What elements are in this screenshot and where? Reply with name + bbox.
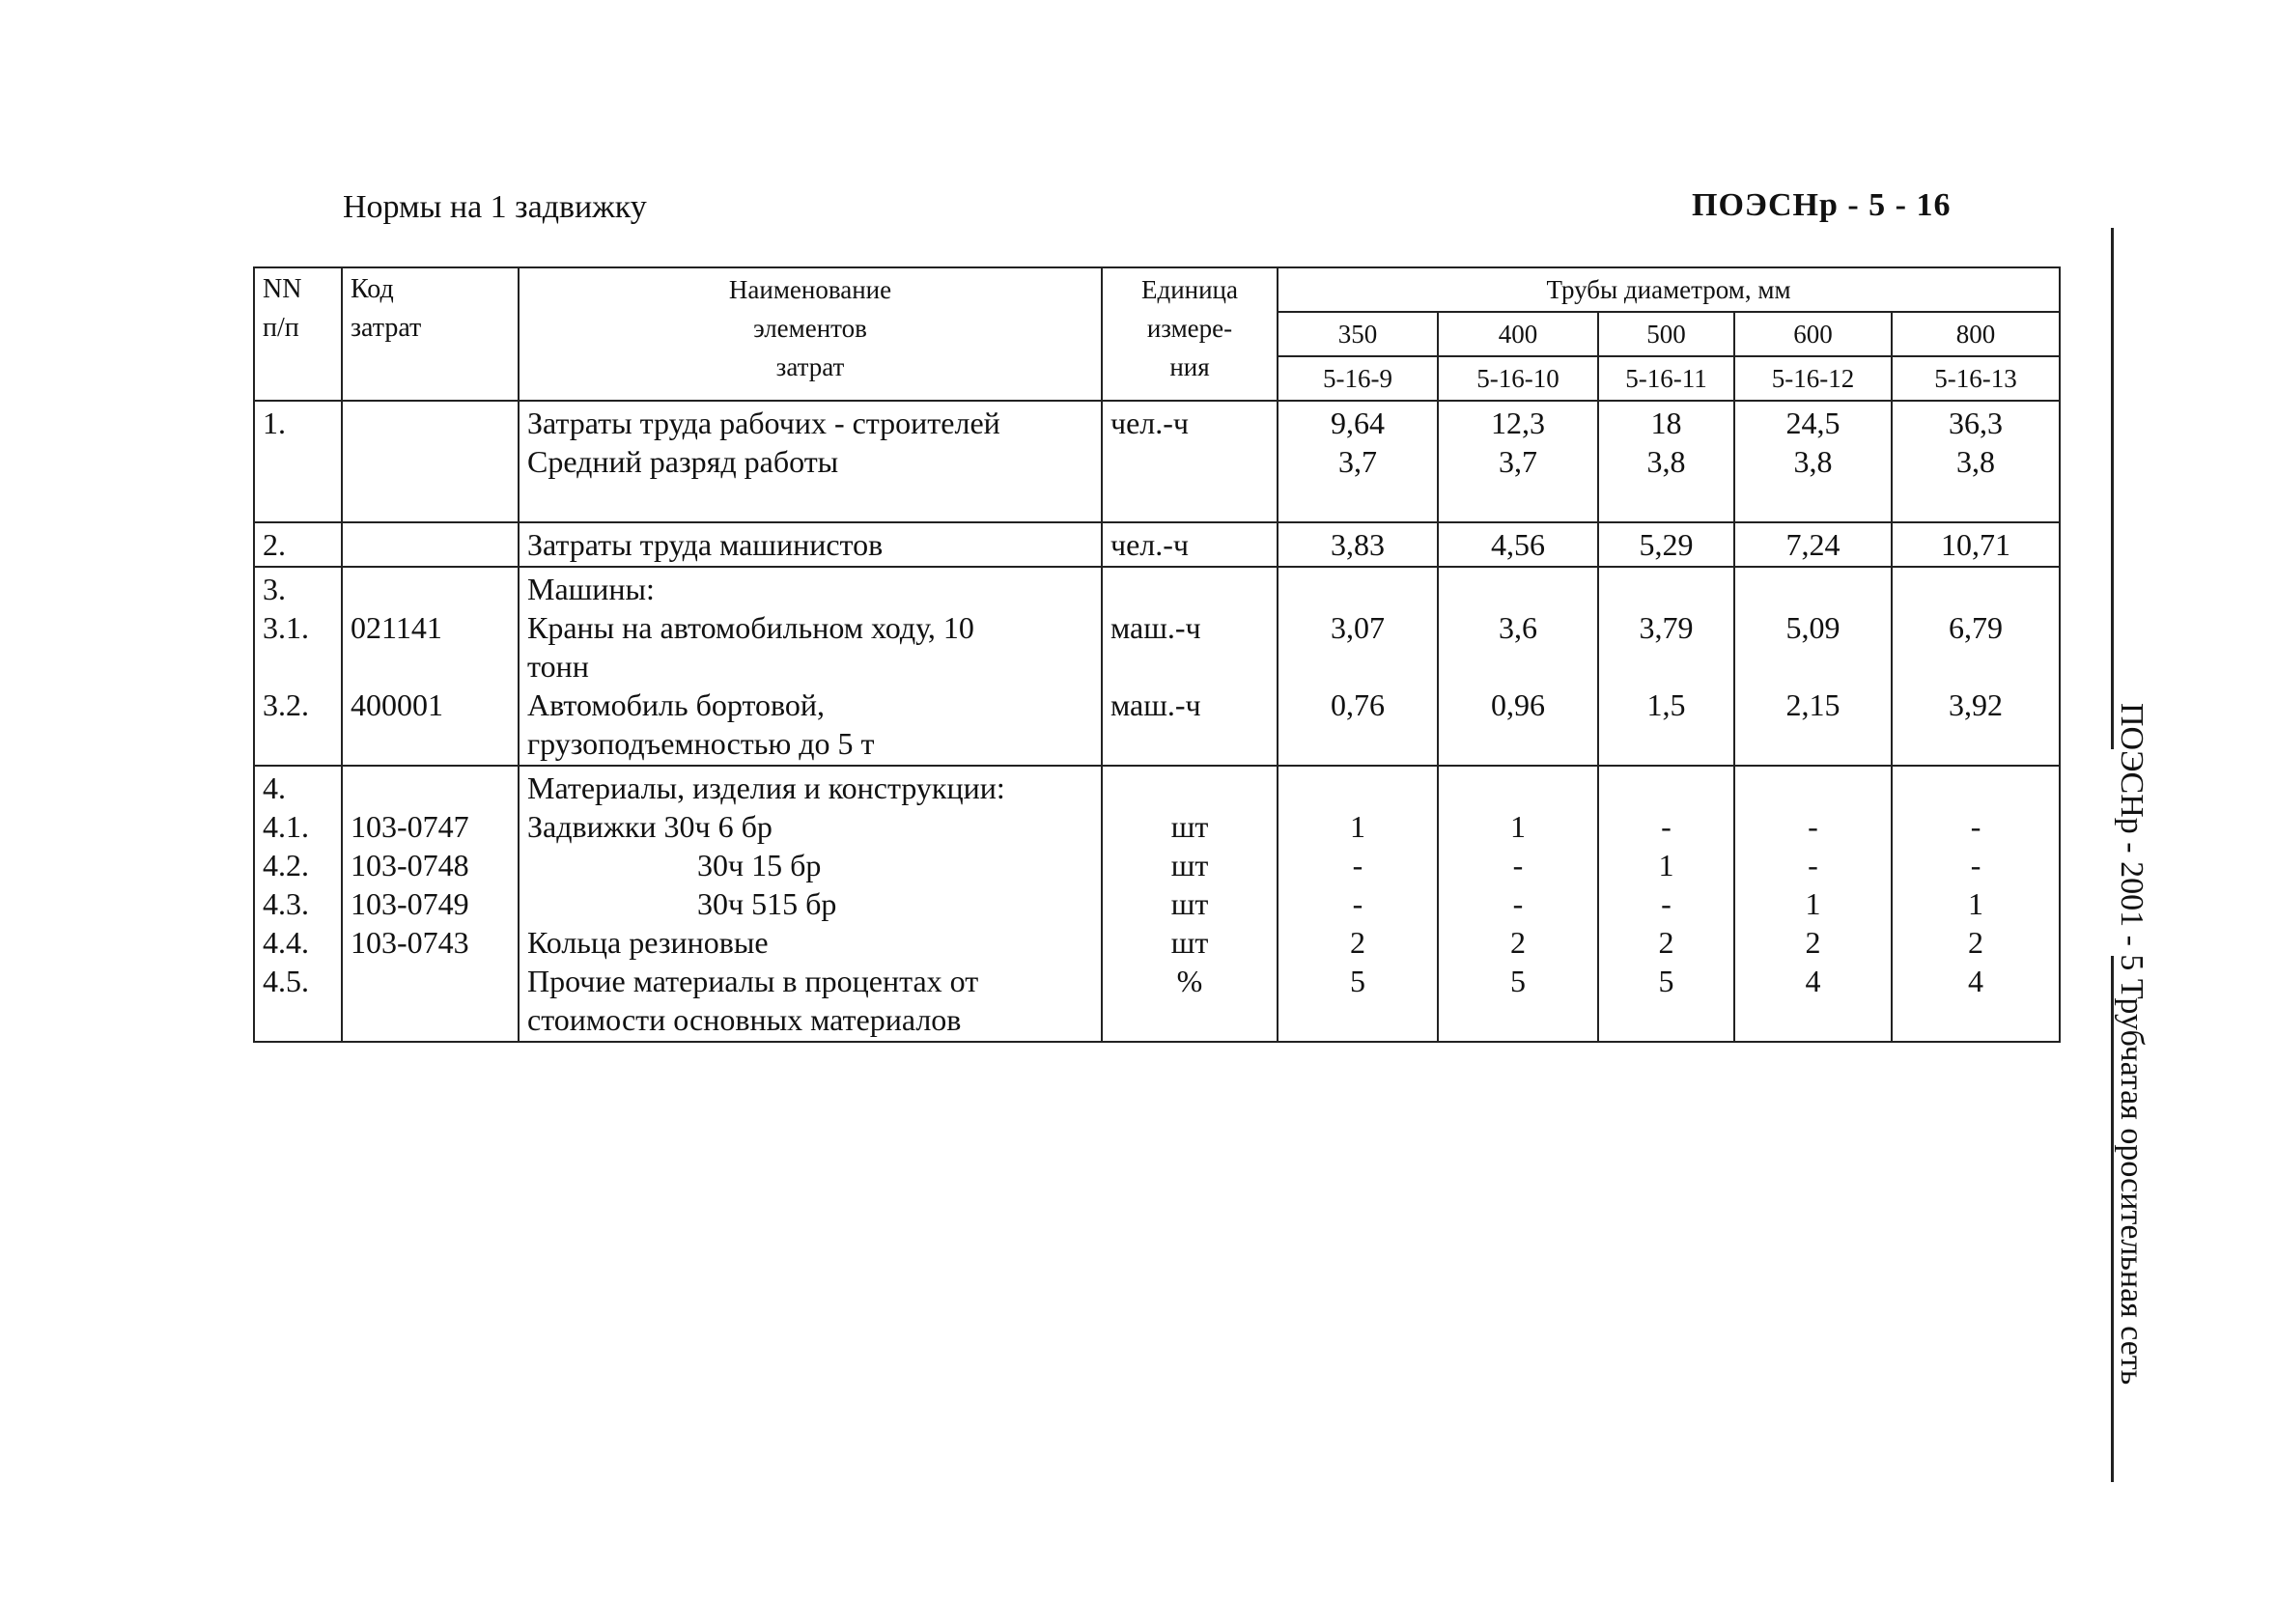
row-value: 3,07 0,76 — [1278, 567, 1438, 766]
row-name: Затраты труда машинистов — [519, 522, 1102, 567]
row-value: - 1 - 2 5 — [1598, 766, 1734, 1042]
row-name: Материалы, изделия и конструкции: Задвижки 30ч 6 бр 30ч 15 бр 30ч 515 бр Кольца резиновые Прочие материалы в процентах от стоимости основных материалов — [519, 766, 1102, 1042]
side-running-title: ПОЭСНр - 2001 - 5 Трубчатая оросительная сеть — [2114, 703, 2150, 1386]
row-value: - - 1 2 4 — [1892, 766, 2060, 1042]
row-name: Затраты труда рабочих - строителей Средний разряд работы — [519, 401, 1102, 522]
header-kod: Код затрат — [342, 267, 519, 401]
row-value: 36,3 3,8 — [1892, 401, 2060, 522]
row-value: 4,56 — [1438, 522, 1598, 567]
row-value: 3,79 1,5 — [1598, 567, 1734, 766]
row-value: 5,29 — [1598, 522, 1734, 567]
diameter-600: 600 — [1734, 312, 1892, 356]
row-number: 4. 4.1. 4.2. 4.3. 4.4. 4.5. — [254, 766, 342, 1042]
document-code: ПОЭСНр - 5 - 16 — [1692, 187, 1952, 223]
row-value: 6,79 3,92 — [1892, 567, 2060, 766]
row-value: 1 - - 2 5 — [1278, 766, 1438, 1042]
row-unit: шт шт шт шт % — [1102, 766, 1278, 1042]
row-number: 3. 3.1. 3.2. — [254, 567, 342, 766]
table-row — [254, 766, 2060, 1042]
page-title: Нормы на 1 задвижку — [343, 189, 647, 225]
norm-code-5-16-13: 5-16-13 — [1892, 356, 2060, 401]
row-code — [342, 401, 519, 522]
header-unit: Единица измере- ния — [1102, 267, 1278, 401]
row-unit: чел.-ч — [1102, 522, 1278, 567]
norm-code-5-16-10: 5-16-10 — [1438, 356, 1598, 401]
row-name: Машины: Краны на автомобильном ходу, 10 тонн Автомобиль бортовой, грузоподъемностью до 5 т — [519, 567, 1102, 766]
header-pipes: Трубы диаметром, мм — [1278, 267, 2060, 312]
row-value: 18 3,8 — [1598, 401, 1734, 522]
diameter-400: 400 — [1438, 312, 1598, 356]
norm-code-5-16-9: 5-16-9 — [1278, 356, 1438, 401]
row-code: 021141 400001 — [342, 567, 519, 766]
header-name: Наименование элементов затрат — [519, 267, 1102, 401]
row-value: 9,64 3,7 — [1278, 401, 1438, 522]
norm-code-5-16-12: 5-16-12 — [1734, 356, 1892, 401]
row-value: 3,6 0,96 — [1438, 567, 1598, 766]
table-row — [254, 522, 2060, 567]
row-code — [342, 522, 519, 567]
row-value: - - 1 2 4 — [1734, 766, 1892, 1042]
header-nn: NN п/п — [254, 267, 342, 401]
diameter-800: 800 — [1892, 312, 2060, 356]
row-code: 103-0747 103-0748 103-0749 103-0743 — [342, 766, 519, 1042]
diameter-500: 500 — [1598, 312, 1734, 356]
row-value: 3,83 — [1278, 522, 1438, 567]
row-unit: чел.-ч — [1102, 401, 1278, 522]
row-value: 10,71 — [1892, 522, 2060, 567]
row-unit: маш.-ч маш.-ч — [1102, 567, 1278, 766]
row-value: 7,24 — [1734, 522, 1892, 567]
row-value: 24,5 3,8 — [1734, 401, 1892, 522]
norms-table — [253, 266, 2061, 1043]
diameter-350: 350 — [1278, 312, 1438, 356]
side-rule-top — [2111, 228, 2114, 749]
norm-code-5-16-11: 5-16-11 — [1598, 356, 1734, 401]
row-value: 5,09 2,15 — [1734, 567, 1892, 766]
row-number: 2. — [254, 522, 342, 567]
row-value: 12,3 3,7 — [1438, 401, 1598, 522]
table-row — [254, 401, 2060, 522]
table-row — [254, 567, 2060, 766]
row-number: 1. — [254, 401, 342, 522]
row-value: 1 - - 2 5 — [1438, 766, 1598, 1042]
